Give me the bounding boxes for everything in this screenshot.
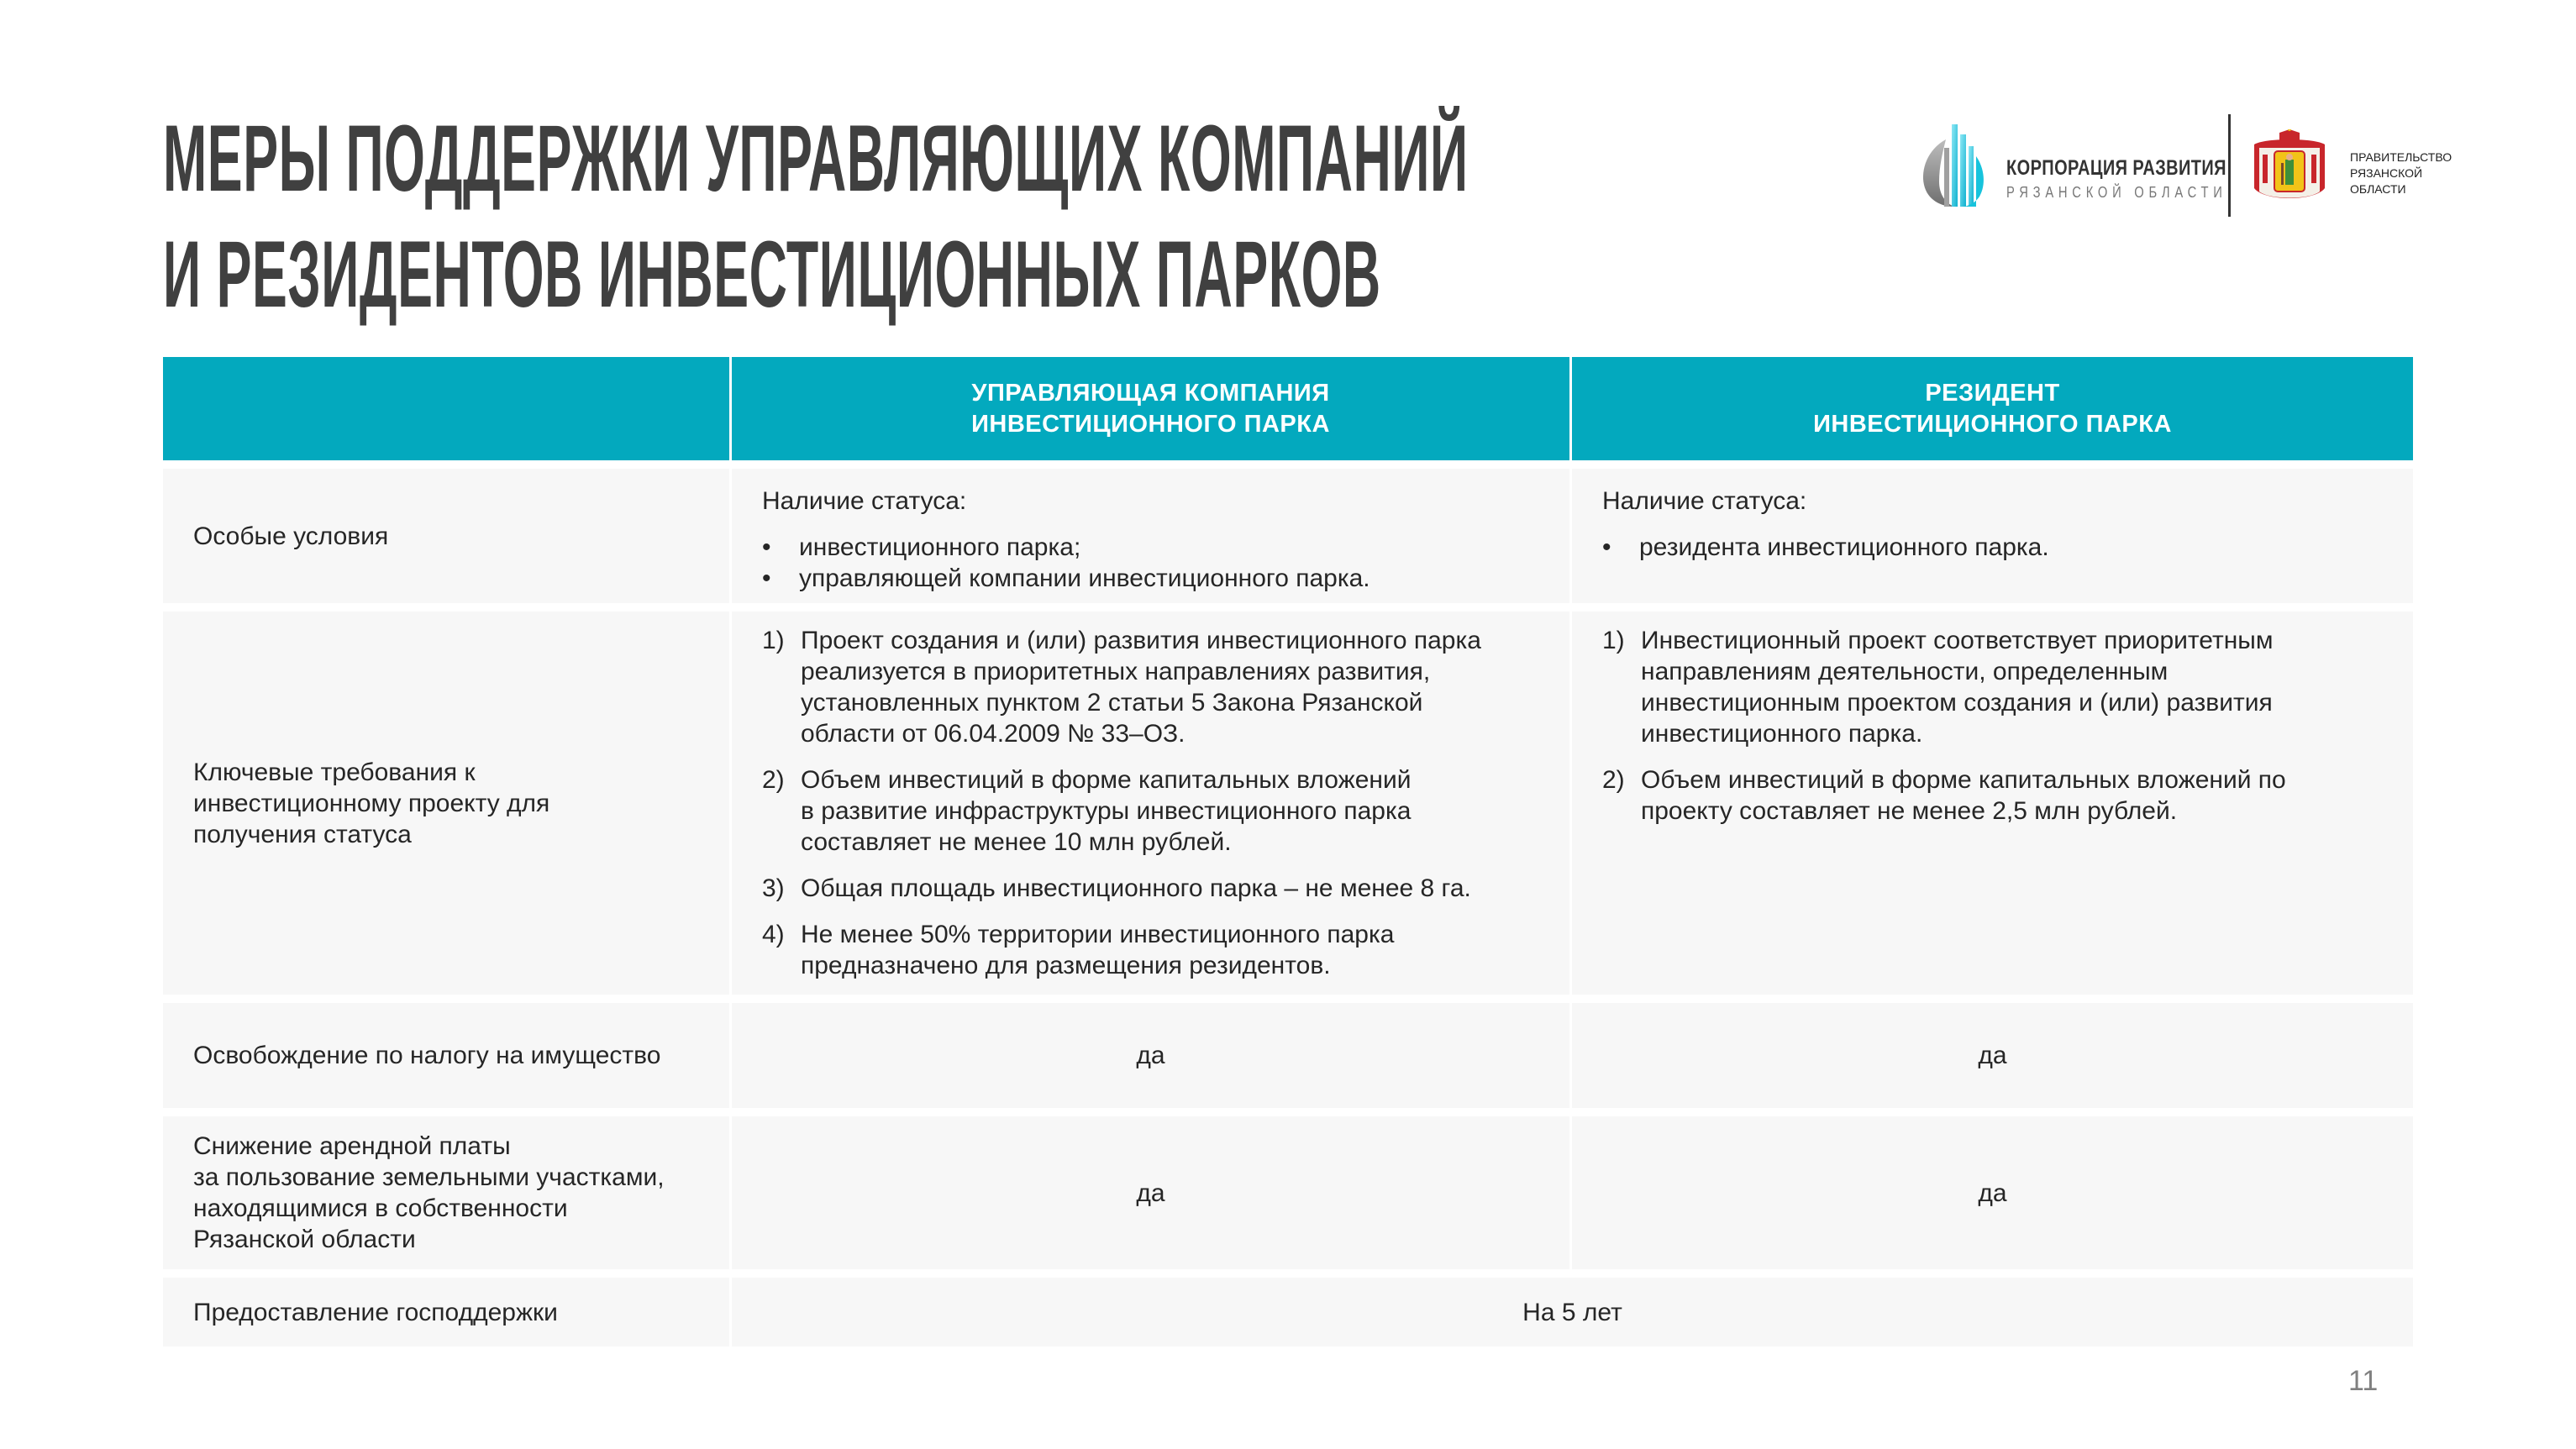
list-item [762,764,1539,858]
table-row [163,469,2413,603]
row-label [163,1278,729,1347]
row-label-text: Освобождение по налогу на имущество [193,1042,661,1069]
government-line-2: РЯЗАНСКОЙ [2350,166,2423,180]
row-label [163,612,729,995]
list-line: Не менее 50% территории инвестиционного парка [801,921,1395,948]
company-cell [729,1116,1569,1269]
requirements-list [762,625,1539,981]
value-text: На 5 лет [1522,1298,1622,1326]
table-row [163,1003,2413,1108]
list-item: • управляющей компании инвестиционного парка. [762,563,1539,594]
value-text: да [1136,1179,1165,1207]
list-line: Объем инвестиций в форме капитальных вложений по [1641,766,2286,794]
list-item [762,625,1539,749]
company-cell [729,469,1569,603]
coat-of-arms-icon [2247,129,2332,210]
resident-cell [1569,1003,2413,1108]
row-label-line: Рязанской области [193,1226,416,1253]
list-item [762,873,1539,904]
list-line: составляет не менее 10 млн рублей. [801,828,1232,856]
list-number: 1) [1602,627,1625,654]
list-number: 2) [762,766,785,794]
list-number: 3) [762,874,785,902]
requirements-list [1602,625,2383,827]
government-line-3: ОБЛАСТИ [2350,182,2406,196]
list-line: Инвестиционный проект соответствует приоритетным [1641,627,2274,654]
list-line: направлениям деятельности, определенным [1641,658,2169,685]
list-number: 1) [762,627,785,654]
row-label [163,1116,729,1269]
row-label-text: Предоставление господдержки [193,1298,558,1326]
list-item [762,919,1539,981]
list-item [1602,625,2383,749]
corporation-logo-icon [1921,123,1986,208]
government-line-1: ПРАВИТЕЛЬСТВО [2350,150,2452,164]
list-line: реализуется в приоритетных направлениях развития, [801,658,1431,685]
resident-cell [1569,469,2413,603]
government-logo-text [2350,150,2452,197]
header-company [729,357,1569,460]
both-cell [729,1278,2413,1347]
row-label-line: получения статуса [193,820,412,848]
list-line: Объем инвестиций в форме капитальных вложений [801,766,1412,794]
list-number: 2) [1602,766,1625,794]
row-label-line: Ключевые требования к [193,758,476,786]
corporation-logo-text [2006,156,2281,202]
list-line: установленных пунктом 2 статьи 5 Закона Рязанской [801,689,1423,717]
list-line: проекту составляет не менее 2,5 млн рублей. [1641,797,2178,825]
value-text: да [1136,1042,1165,1069]
header-empty-cell [163,357,729,460]
table-header-row [163,357,2413,460]
row-label-line: Снижение арендной платы [193,1132,511,1160]
list-line: области от 06.04.2009 № 33–ОЗ. [801,720,1185,748]
list-line: Проект создания и (или) развития инвестиционного парка [801,627,1481,654]
list-item: • резидента инвестиционного парка. [1602,532,2383,563]
row-label-line: инвестиционному проекту для [193,789,550,817]
list-item [1602,764,2383,827]
header-resident [1569,357,2413,460]
list-line: инвестиционного парка. [1641,720,1923,748]
page-title-line-2: И РЕЗИДЕНТОВ ИНВЕСТИЦИОННЫХ ПАРКОВ [163,222,1381,327]
company-cell [729,1003,1569,1108]
bullet-list [762,532,1539,594]
list-item: • инвестиционного парка; [762,532,1539,563]
header-resident-line-1: РЕЗИДЕНТ [1925,379,2060,407]
value-text: да [1978,1179,2007,1207]
page-number: 11 [2348,1365,2379,1397]
list-line: Общая площадь инвестиционного парка – не менее 8 га. [801,874,1471,902]
resident-cell [1569,1116,2413,1269]
bullet-list [1602,532,2383,563]
table-row [163,1116,2413,1269]
header-company-line-2: ИНВЕСТИЦИОННОГО ПАРКА [971,410,1330,438]
row-label-text: Особые условия [193,522,389,550]
table-row [163,1278,2413,1347]
list-line: в развитие инфраструктуры инвестиционного парка [801,797,1412,825]
corporation-subtitle: РЯЗАНСКОЙ ОБЛАСТИ [2006,184,2227,201]
header-resident-line-2: ИНВЕСТИЦИОННОГО ПАРКА [1813,410,2172,438]
list-line: предназначено для размещения резидентов. [801,952,1331,979]
company-cell [729,612,1569,995]
table-row [163,612,2413,995]
page-title [163,101,1469,333]
page-title-line-1: МЕРЫ ПОДДЕРЖКИ УПРАВЛЯЮЩИХ КОМПАНИЙ [163,106,1469,211]
row-label-line: находящимися в собственности [193,1194,568,1222]
list-number: 4) [762,921,785,948]
corporation-name: КОРПОРАЦИЯ РАЗВИТИЯ [2006,156,2226,180]
logo-divider [2228,114,2231,217]
row-label [163,1003,729,1108]
list-line: инвестиционным проектом создания и (или) развития [1641,689,2273,717]
status-intro: Наличие статуса: [1602,487,1807,515]
header-logos [1907,111,2452,220]
row-label [163,469,729,603]
row-label-line: за пользование земельными участками, [193,1163,665,1191]
value-text: да [1978,1042,2007,1069]
resident-cell [1569,612,2413,995]
support-measures-table [163,357,2413,1347]
header-company-line-1: УПРАВЛЯЮЩАЯ КОМПАНИЯ [971,379,1330,407]
status-intro: Наличие статуса: [762,487,967,515]
